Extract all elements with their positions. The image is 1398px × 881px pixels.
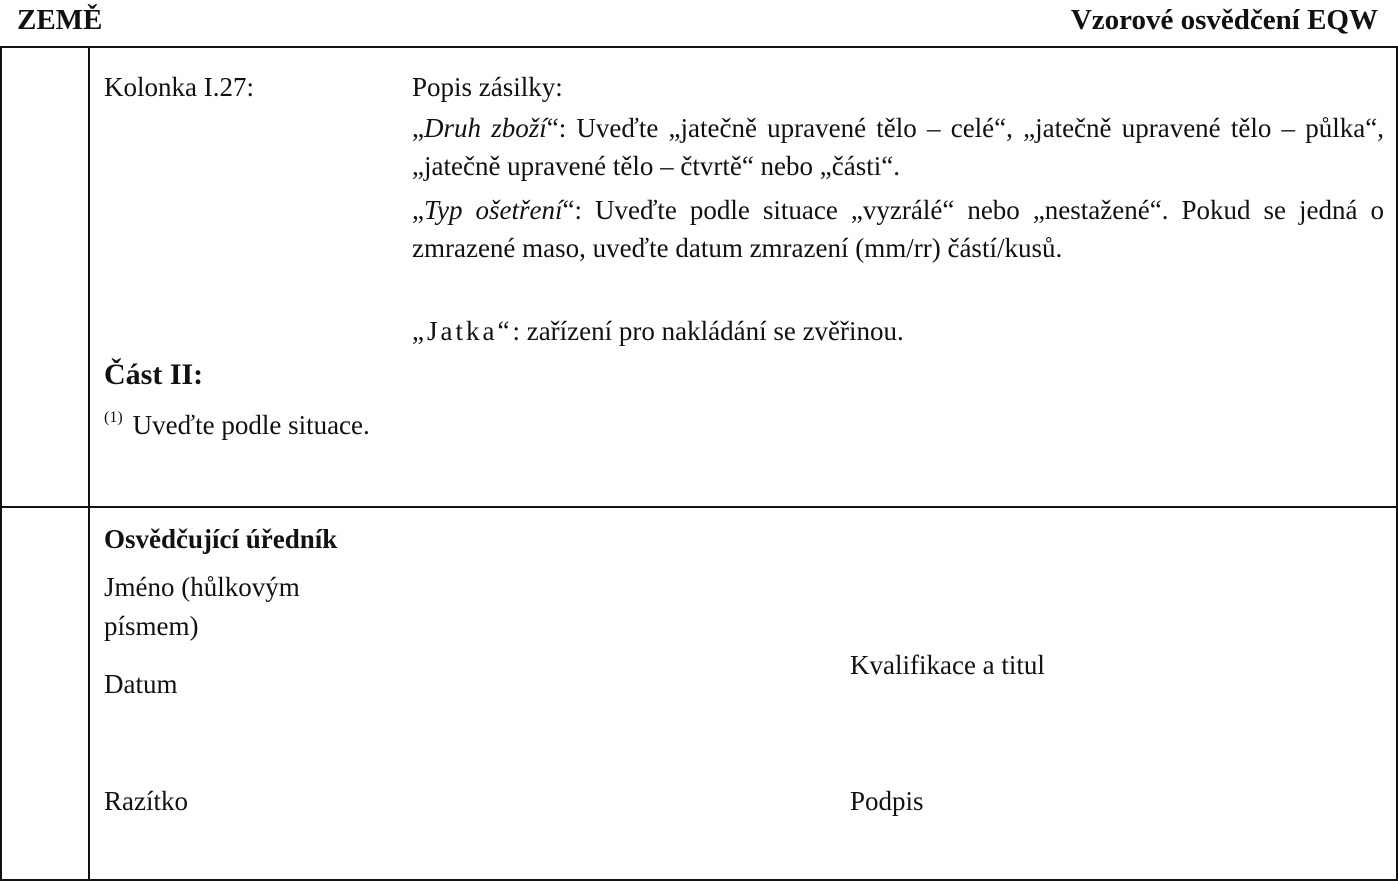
name-label: Jméno (hůlkovým písmem) [104,572,300,641]
goods-type-text: “: Uveďte „jatečně upravené tělo – celé“, „jatečně upravené tělo – půlka“, „jatečně upravené tělo – čtvrtě“ nebo „části“. [412,113,1384,181]
open-quote: „ [412,113,424,143]
treatment-type-paragraph [412,191,1384,267]
footnote [104,398,370,445]
row-divider [2,506,1396,508]
slaughterhouse-text: : zařízení pro nakládání se zvěřinou. [512,316,904,346]
slaughterhouse-paragraph [412,312,1384,350]
open-quote: „ [412,195,424,225]
treatment-type-term: Typ ošetření [423,195,563,225]
date-label: Datum [104,669,178,699]
slaughterhouse-term: „Jatka“ [412,316,513,346]
box-title: Popis zásilky: [412,72,563,102]
stamp-label: Razítko [104,786,188,816]
footnote-marker: (1) [104,409,123,426]
qualification-label: Kvalifikace a titul [850,650,1045,680]
certifying-officer-heading: Osvědčující úředník [104,524,338,554]
part-ii-heading: Část II: [104,358,204,391]
certificate-table [0,46,1398,881]
signature-label: Podpis [850,786,924,816]
column-divider [88,48,90,879]
certificate-title: Vzorové osvědčení EQW [1070,4,1378,36]
goods-type-paragraph [412,109,1384,185]
goods-type-term: Druh zboží [423,113,547,143]
country-heading: ZEMĚ [17,4,103,36]
treatment-type-text: “: Uveďte podle situace „vyzrálé“ nebo „nestažené“. Pokud se jedná o zmrazené maso, uveďte datum zmrazení (mm/rr) částí/kusů. [412,195,1385,263]
box-label: Kolonka I.27: [104,72,254,102]
footnote-text: Uveďte podle situace. [132,410,370,440]
